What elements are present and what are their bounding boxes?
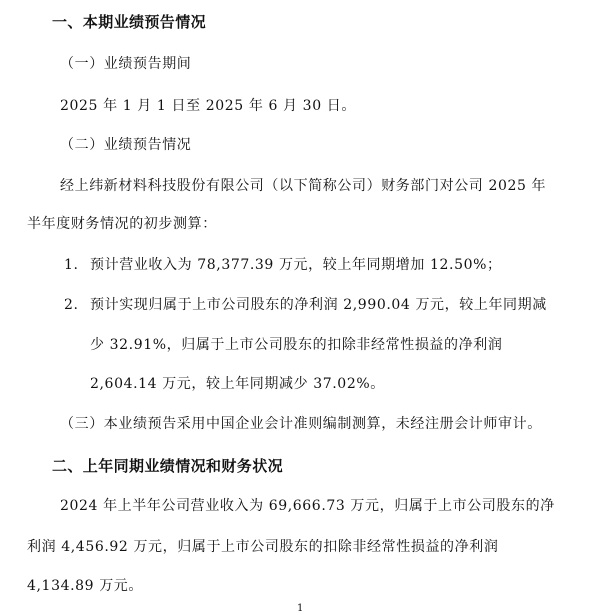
prior-year-line-3: 4,134.89 万元。 [27,578,143,594]
forecast-period-text: 2025 年 1 月 1 日至 2025 年 6 月 30 日。 [60,98,356,114]
list-item-2-number: 2. [64,297,79,313]
section-2-heading: 二、上年同期业绩情况和财务状况 [52,457,284,475]
forecast-intro-line-2: 半年度财务情况的初步测算： [27,216,217,232]
list-item-2-line-1: 预计实现归属于上市公司股东的净利润 2,990.04 万元，较上年同期减 [90,297,547,313]
section-1-heading: 一、本期业绩预告情况 [52,13,207,31]
subsection-1-title: （一）业绩预告期间 [60,56,192,72]
page-number: 1 [297,603,304,614]
list-item-1-number: 1. [64,257,79,273]
forecast-intro-line-1: 经上纬新材料科技股份有限公司（以下简称公司）财务部门对公司 2025 年 [60,178,547,194]
list-item-2-line-3: 2,604.14 万元，较上年同期减少 37.02%。 [90,376,385,392]
subsection-2-title: （二）业绩预告情况 [60,137,192,153]
list-item-1-text: 预计营业收入为 78,377.39 万元，较上年同期增加 12.50%； [90,257,502,273]
prior-year-line-2: 利润 4,456.92 万元，归属于上市公司股东的扣除非经常性损益的净利润 [27,539,499,555]
prior-year-line-1: 2024 年上半年公司营业收入为 69,666.73 万元，归属于上市公司股东的净 [60,498,555,514]
list-item-2-line-2: 少 32.91%，归属于上市公司股东的扣除非经常性损益的净利润 [90,337,503,353]
subsection-3-text: （三）本业绩预告采用中国企业会计准则编制测算，未经注册会计师审计。 [60,416,542,432]
